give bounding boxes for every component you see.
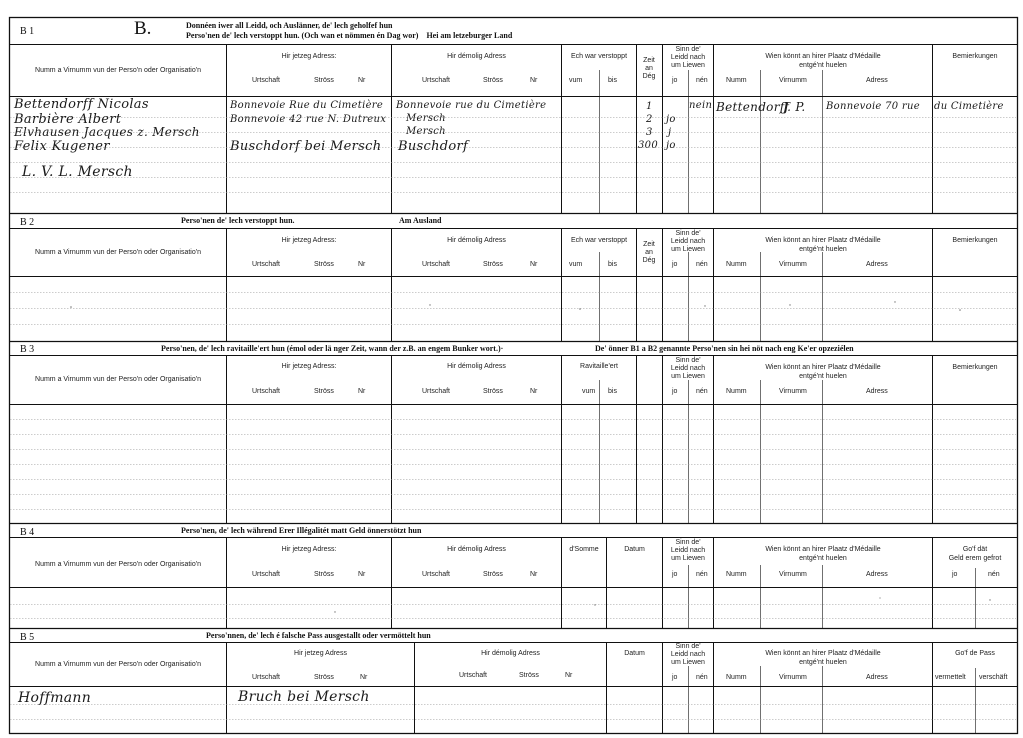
b3-med-firstname: Virnumm — [779, 388, 807, 395]
b1-entry-risk: jo — [666, 140, 676, 151]
b1-entry-risk: jo — [666, 114, 676, 125]
b2-time-1: Zeit — [643, 241, 655, 248]
b4-former-address-header: Hir démolig Adress — [447, 546, 506, 553]
section-b4-code: B 4 — [20, 527, 35, 538]
b5-risk-2: Leidd nach — [670, 651, 706, 658]
b1-name-col-header: Numm a Virnumm vun der Perso'n oder Organisatio'n — [35, 67, 201, 74]
b5-no: nén — [696, 674, 708, 681]
b1-risk-3: um Liewen — [671, 62, 705, 69]
b4-sum-header: d'Somme — [569, 546, 599, 553]
b2-former-street: Ströss — [483, 261, 503, 268]
b2-current-address-header: Hir jetzeg Adress: — [281, 237, 337, 244]
section-b3-title: Perso'nen, de' lech ravitaille'ert hun (émol oder lä nger Zeit, wann der z.B. an engem Bunker wort.)· — [161, 344, 504, 353]
b1-hidden-header: Ech war verstoppt — [570, 53, 628, 60]
b5-entry-name: Hoffmann — [18, 690, 92, 706]
b2-former-nr: Nr — [530, 261, 538, 268]
b4-yes: jo — [672, 571, 678, 578]
b5-med-firstname: Virnumm — [779, 674, 807, 681]
b3-risk-2: Leidd nach — [670, 365, 706, 372]
b1-entry-days: 3 — [646, 127, 653, 138]
b3-current-address-header: Hir jetzeg Adress: — [281, 363, 337, 370]
section-b1-code: B 1 — [20, 26, 35, 37]
b1-current-nr: Nr — [358, 77, 366, 84]
section-b5-code: B 5 — [20, 632, 35, 643]
b2-former-address-header: Hir démolig Adress — [447, 237, 506, 244]
b1-to: bis — [608, 77, 617, 84]
b2-medal-2: entgé'nt huelen — [799, 246, 847, 253]
b4-date-header: Datum — [624, 546, 645, 553]
b3-med-name: Numm — [726, 388, 747, 395]
b5-name-col-header: Numm a Virnumm vun der Perso'n oder Organisatio'n — [35, 661, 201, 668]
b5-medal-2: entgé'nt huelen — [799, 659, 847, 666]
b2-from: vum — [569, 261, 583, 268]
b5-risk-3: um Liewen — [671, 659, 705, 666]
b2-med-address: Adress — [866, 261, 888, 268]
b2-time-3: Dég — [642, 257, 656, 264]
b1-former-nr: Nr — [530, 77, 538, 84]
b3-medal-1: Wien könnt an hirer Plaatz d'Médaille — [765, 364, 881, 371]
b5-date-header: Datum — [624, 650, 645, 657]
b5-current-nr: Nr — [360, 674, 368, 681]
b2-time-2: an — [645, 249, 653, 256]
b4-med-address: Adress — [866, 571, 888, 578]
b1-entry-current-address: Bonnevoie Rue du Cimetière — [230, 100, 384, 111]
b3-current-nr: Nr — [358, 388, 366, 395]
b1-entry-name: Bettendorff Nicolas — [14, 97, 149, 112]
b3-name-col-header: Numm a Virnumm vun der Perso'n oder Organisatio'n — [35, 376, 201, 383]
b4-medal-2: entgé'nt huelen — [799, 555, 847, 562]
b1-time-3: Dég — [642, 73, 656, 80]
section-b4-title: Perso'nen, de' lech während Erer Illégalitét matt Geld önnerstötzt hun — [181, 526, 422, 535]
b2-hidden-header: Ech war verstoppt — [570, 237, 628, 244]
b4-former-street: Ströss — [483, 571, 503, 578]
b1-entry-current-address: Buschdorf bei Mersch — [230, 139, 382, 154]
b1-former-address-header: Hir démolig Adress — [447, 53, 506, 60]
section-b1-title-line2-text: Perso'nen de' lech verstoppt hun. (Och wan et nömmen én Dag wor) — [186, 31, 419, 40]
b3-current-street: Ströss — [314, 388, 334, 395]
b1-entry-former-address: Buschdorf — [398, 139, 469, 154]
b1-entry-name: Barbière Albert — [14, 112, 122, 127]
b1-no: nén — [696, 77, 708, 84]
section-b-letter: B. — [134, 18, 152, 39]
b5-current-address-header: Hir jetzeg Adress — [294, 650, 347, 657]
section-b5-title: Perso'nnen, de' lech é falsche Pass ausgestallt oder vermöttelt hun — [206, 631, 431, 640]
b5-pass-made: verschäft — [979, 674, 1008, 681]
b5-pass-header: Go'f de Pass — [955, 650, 995, 657]
b3-current-locality: Urtschaft — [252, 388, 281, 395]
section-b2-code: B 2 — [20, 217, 35, 228]
b4-refund-2: Geld erem gefrot — [948, 555, 1002, 562]
b5-former-nr: Nr — [565, 672, 573, 679]
b3-ravitailled-header: Ravitaille'ert — [580, 363, 618, 370]
b1-entry-days: 300 — [638, 140, 658, 151]
b4-current-street: Ströss — [314, 571, 334, 578]
b2-current-nr: Nr — [358, 261, 366, 268]
b3-former-address-header: Hir démolig Adress — [447, 363, 506, 370]
b4-med-name: Numm — [726, 571, 747, 578]
b5-former-locality: Urtschaft — [459, 672, 488, 679]
b1-remarks: Bemierkungen — [952, 53, 998, 60]
b3-remarks: Bemierkungen — [952, 364, 998, 371]
b5-med-address: Adress — [866, 674, 888, 681]
b5-med-name: Numm — [726, 674, 747, 681]
b3-to: bis — [608, 388, 617, 395]
b2-risk-2: Leidd nach — [670, 238, 706, 245]
b2-current-street: Ströss — [314, 261, 334, 268]
b1-from: vum — [569, 77, 583, 84]
b1-current-locality: Urtschaft — [252, 77, 281, 84]
b1-time-1: Zeit — [643, 57, 655, 64]
b1-entry-name: Felix Kugener — [14, 139, 110, 154]
b4-name-col-header: Numm a Virnumm vun der Perso'n oder Organisatio'n — [35, 561, 201, 568]
b1-medal-2: entgé'nt huelen — [799, 62, 847, 69]
b3-med-address: Adress — [866, 388, 888, 395]
b1-med-name: Numm — [726, 77, 747, 84]
b1-entry-risk: j — [668, 127, 672, 138]
b1-medal-1: Wien könnt an hirer Plaatz d'Médaille — [765, 53, 881, 60]
b1-entry-risk: nein — [689, 100, 713, 111]
b2-yes: jo — [672, 261, 678, 268]
section-b3-code: B 3 — [20, 344, 35, 355]
b3-yes: jo — [672, 388, 678, 395]
b1-entry-name: Elvhausen Jacques z. Mersch — [14, 125, 200, 139]
b1-entry-name: L. V. L. Mersch — [22, 164, 133, 180]
b1-risk-1: Sinn de' — [675, 46, 701, 53]
b1-entry-medal-address: Bonnevoie 70 rue — [826, 101, 920, 112]
b1-entry-former-address: Mersch — [406, 113, 446, 124]
b2-current-locality: Urtschaft — [252, 261, 281, 268]
b5-yes: jo — [672, 674, 678, 681]
b4-risk-3: um Liewen — [671, 555, 705, 562]
b1-entry-former-address: Mersch — [406, 126, 446, 137]
section-b1-title-extra: Hei am letzeburger Land — [426, 31, 513, 40]
b4-refund-1: Go'f dät — [962, 546, 988, 553]
section-b2-title-extra: Am Ausland — [399, 216, 442, 225]
b1-entry-medal-firstname: J. P. — [783, 100, 806, 114]
section-b1-title-line1: Donnéen iwer all Leidd, och Auslänner, de' lech geholfef hun — [186, 21, 393, 30]
b2-medal-1: Wien könnt an hirer Plaatz d'Médaille — [765, 237, 881, 244]
b1-med-address: Adress — [866, 77, 888, 84]
b4-former-nr: Nr — [530, 571, 538, 578]
b1-entry-former-address: Bonnevoie rue du Cimetière — [396, 100, 547, 111]
b4-current-nr: Nr — [358, 571, 366, 578]
b4-medal-1: Wien könnt an hirer Plaatz d'Médaille — [765, 546, 881, 553]
section-b1-title-line2 — [186, 31, 512, 40]
b4-current-locality: Urtschaft — [252, 571, 281, 578]
b5-entry-current-address: Bruch bei Mersch — [238, 689, 370, 705]
b1-entry-days: 2 — [646, 114, 653, 125]
b5-risk-1: Sinn de' — [675, 643, 701, 650]
b2-no: nén — [696, 261, 708, 268]
b3-risk-1: Sinn de' — [675, 357, 701, 364]
b4-med-firstname: Virnumm — [779, 571, 807, 578]
b1-current-street: Ströss — [314, 77, 334, 84]
b2-med-name: Numm — [726, 261, 747, 268]
b1-time-2: an — [645, 65, 653, 72]
b2-med-firstname: Virnumm — [779, 261, 807, 268]
b2-risk-1: Sinn de' — [675, 230, 701, 237]
b5-medal-1: Wien könnt an hirer Plaatz d'Médaille — [765, 650, 881, 657]
b1-med-firstname: Virnumm — [779, 77, 807, 84]
b3-from: vum — [582, 388, 596, 395]
b3-medal-2: entgé'nt huelen — [799, 373, 847, 380]
b1-entry-current-address: Bonnevoie 42 rue N. Dutreux — [230, 114, 387, 125]
section-b2-title: Perso'nen de' lech verstoppt hun. — [181, 216, 295, 225]
b3-no: nén — [696, 388, 708, 395]
b5-former-address-header: Hir démolig Adress — [481, 650, 540, 657]
b4-refund-no: nén — [988, 571, 1000, 578]
b1-risk-2: Leidd nach — [670, 54, 706, 61]
b5-current-street: Ströss — [314, 674, 334, 681]
b2-risk-3: um Liewen — [671, 246, 705, 253]
b1-yes: jo — [672, 77, 678, 84]
b3-former-nr: Nr — [530, 388, 538, 395]
b3-risk-3: um Liewen — [671, 373, 705, 380]
b1-former-street: Ströss — [483, 77, 503, 84]
b4-current-address-header: Hir jetzeg Adress: — [281, 546, 337, 553]
b1-entry-remarks: du Cimetière — [934, 101, 1004, 112]
b5-current-locality: Urtschaft — [252, 674, 281, 681]
b4-refund-yes: jo — [952, 571, 958, 578]
b4-no: nén — [696, 571, 708, 578]
b2-to: bis — [608, 261, 617, 268]
b1-entry-days: 1 — [646, 101, 653, 112]
b2-remarks: Bemierkungen — [952, 237, 998, 244]
b1-entry-medal-name: Bettendorff — [716, 100, 790, 114]
b4-risk-2: Leidd nach — [670, 547, 706, 554]
b2-name-col-header: Numm a Virnumm vun der Perso'n oder Organisatio'n — [35, 249, 201, 256]
b3-former-locality: Urtschaft — [422, 388, 451, 395]
b4-risk-1: Sinn de' — [675, 539, 701, 546]
b3-former-street: Ströss — [483, 388, 503, 395]
b4-former-locality: Urtschaft — [422, 571, 451, 578]
b1-current-address-header: Hir jetzeg Adress: — [281, 53, 337, 60]
b2-former-locality: Urtschaft — [422, 261, 451, 268]
b1-former-locality: Urtschaft — [422, 77, 451, 84]
b5-pass-given: vermettelt — [935, 674, 966, 681]
b5-former-street: Ströss — [519, 672, 539, 679]
section-b3-title-extra: De' önner B1 a B2 genannte Perso'nen sin hei nöt nach eng Ke'er opzeziélen — [595, 344, 854, 353]
